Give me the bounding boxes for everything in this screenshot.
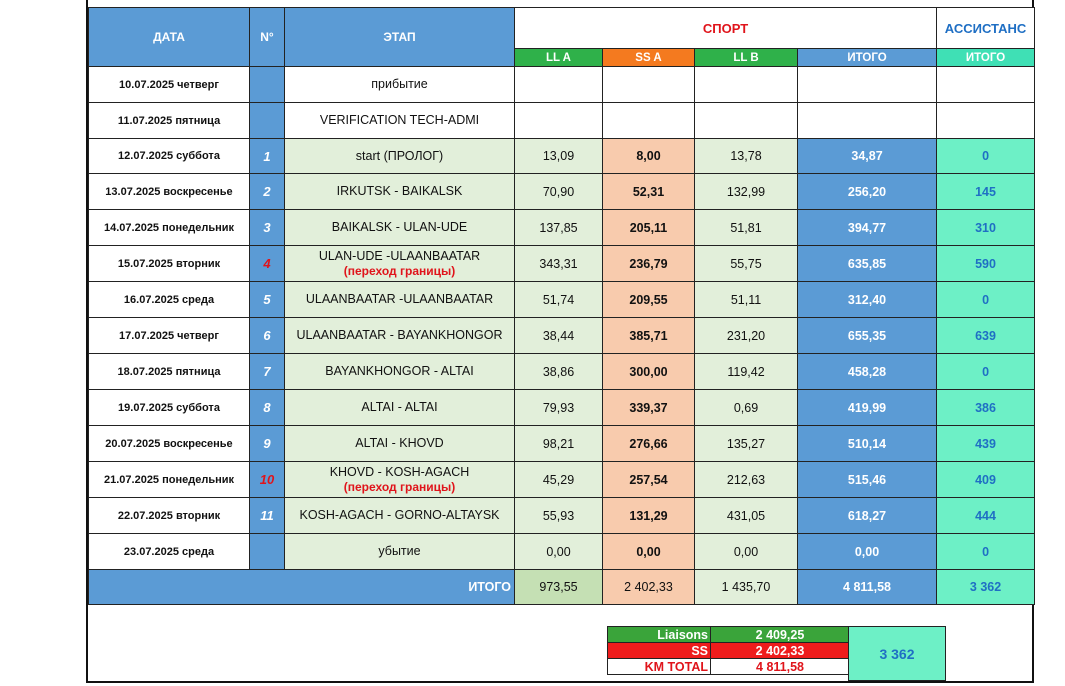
row-date: 14.07.2025 понедельник	[89, 210, 250, 246]
row-stage-name: BAYANKHONGOR - ALTAI	[325, 364, 474, 378]
row-date: 15.07.2025 вторник	[89, 246, 250, 282]
stages-table	[88, 7, 1035, 605]
row-date: 13.07.2025 воскресенье	[89, 174, 250, 210]
row-ll-a: 70,90	[515, 174, 603, 210]
row-stage-number: 3	[250, 210, 285, 246]
row-assist-total: 0	[937, 139, 1035, 174]
table-row	[89, 426, 1035, 462]
row-ss-a: 276,66	[603, 426, 695, 462]
header-stage: ЭТАП	[285, 8, 515, 67]
row-ll-b: 119,42	[695, 354, 798, 390]
row-ll-b: 132,99	[695, 174, 798, 210]
summary-assist-total: 3 362	[848, 626, 946, 681]
row-ll-b: 55,75	[695, 246, 798, 282]
header-ll-a: LL A	[515, 49, 603, 67]
row-stage	[285, 426, 515, 462]
header-assistance: АССИСТАНС	[937, 8, 1035, 49]
row-assist-total: 386	[937, 390, 1035, 426]
header-ss-a: SS A	[603, 49, 695, 67]
row-sport-total: 312,40	[798, 282, 937, 318]
row-date: 22.07.2025 вторник	[89, 498, 250, 534]
table-row	[89, 246, 1035, 282]
road-book-sheet	[86, 0, 1034, 683]
table-row	[89, 390, 1035, 426]
row-assist-total: 145	[937, 174, 1035, 210]
row-ll-b: 0,69	[695, 390, 798, 426]
table-row	[89, 354, 1035, 390]
row-ll-a: 51,74	[515, 282, 603, 318]
row-date: 16.07.2025 среда	[89, 282, 250, 318]
row-stage-name: KOSH-AGACH - GORNO-ALTAYSK	[299, 508, 500, 522]
total-row	[89, 570, 1035, 605]
row-ss-a	[603, 103, 695, 139]
row-stage-number	[250, 103, 285, 139]
row-ss-a: 131,29	[603, 498, 695, 534]
row-stage-name: прибытие	[371, 77, 428, 91]
row-assist-total: 590	[937, 246, 1035, 282]
table-row	[89, 103, 1035, 139]
row-assist-total: 639	[937, 318, 1035, 354]
row-ll-a: 0,00	[515, 534, 603, 570]
row-ll-a: 55,93	[515, 498, 603, 534]
row-date: 11.07.2025 пятница	[89, 103, 250, 139]
summary-ss-value: 2 402,33	[711, 643, 850, 659]
table-row	[89, 210, 1035, 246]
row-stage-number: 11	[250, 498, 285, 534]
row-stage	[285, 498, 515, 534]
row-ss-a: 339,37	[603, 390, 695, 426]
row-sport-total	[798, 67, 937, 103]
row-stage-name: ALTAI - ALTAI	[361, 400, 438, 414]
header-sport-total: ИТОГО	[798, 49, 937, 67]
row-stage	[285, 534, 515, 570]
row-stage-name: BAIKALSK - ULAN-UDE	[331, 220, 468, 234]
row-date: 20.07.2025 воскресенье	[89, 426, 250, 462]
summary-table	[607, 626, 850, 675]
total-ll-b: 1 435,70	[695, 570, 798, 605]
row-stage	[285, 318, 515, 354]
row-date: 17.07.2025 четверг	[89, 318, 250, 354]
summary-liaisons-label: Liaisons	[608, 627, 711, 643]
row-date: 10.07.2025 четверг	[89, 67, 250, 103]
row-ll-b: 13,78	[695, 139, 798, 174]
row-ll-a: 38,44	[515, 318, 603, 354]
row-stage-number: 7	[250, 354, 285, 390]
row-date: 12.07.2025 суббота	[89, 139, 250, 174]
table-row	[89, 139, 1035, 174]
row-ll-b: 135,27	[695, 426, 798, 462]
row-date: 19.07.2025 суббота	[89, 390, 250, 426]
summary-km-label: KM TOTAL	[608, 659, 711, 675]
row-sport-total: 635,85	[798, 246, 937, 282]
row-sport-total	[798, 103, 937, 139]
row-stage-number: 10	[250, 462, 285, 498]
row-stage-number	[250, 67, 285, 103]
row-stage-number: 9	[250, 426, 285, 462]
table-row	[89, 318, 1035, 354]
table-row	[89, 282, 1035, 318]
row-ss-a: 300,00	[603, 354, 695, 390]
row-stage-name: start (ПРОЛОГ)	[355, 148, 444, 163]
row-ll-b: 431,05	[695, 498, 798, 534]
summary-km-value: 4 811,58	[711, 659, 850, 675]
row-sport-total: 0,00	[798, 534, 937, 570]
row-ll-a: 79,93	[515, 390, 603, 426]
total-ss-a: 2 402,33	[603, 570, 695, 605]
row-sport-total: 458,28	[798, 354, 937, 390]
total-assist: 3 362	[937, 570, 1035, 605]
row-date: 18.07.2025 пятница	[89, 354, 250, 390]
row-ss-a: 205,11	[603, 210, 695, 246]
row-stage	[285, 354, 515, 390]
row-stage-number: 1	[250, 139, 285, 174]
row-assist-total: 439	[937, 426, 1035, 462]
table-row	[89, 534, 1035, 570]
row-ss-a: 385,71	[603, 318, 695, 354]
row-stage-name: KHOVD - KOSH-AGACH	[329, 464, 470, 479]
summary-liaisons-value: 2 409,25	[711, 627, 850, 643]
row-ll-b: 212,63	[695, 462, 798, 498]
row-ss-a: 209,55	[603, 282, 695, 318]
header-ll-b: LL B	[695, 49, 798, 67]
row-stage	[285, 174, 515, 210]
row-ll-a: 45,29	[515, 462, 603, 498]
row-ll-b	[695, 67, 798, 103]
row-stage-name: IRKUTSK - BAIKALSK	[336, 184, 463, 198]
row-assist-total: 444	[937, 498, 1035, 534]
row-assist-total: 310	[937, 210, 1035, 246]
row-stage-number: 8	[250, 390, 285, 426]
row-sport-total: 256,20	[798, 174, 937, 210]
row-sport-total: 419,99	[798, 390, 937, 426]
row-stage-number	[250, 534, 285, 570]
row-assist-total: 0	[937, 534, 1035, 570]
row-ll-b: 51,11	[695, 282, 798, 318]
row-ll-a: 13,09	[515, 139, 603, 174]
row-stage	[285, 67, 515, 103]
row-ll-a: 98,21	[515, 426, 603, 462]
row-stage-number: 5	[250, 282, 285, 318]
row-ll-a	[515, 67, 603, 103]
row-stage-name: ULAANBAATAR -ULAANBAATAR	[305, 292, 494, 306]
row-stage-number: 4	[250, 246, 285, 282]
header-sport: СПОРТ	[515, 8, 937, 49]
header-number: N°	[250, 8, 285, 67]
row-assist-total	[937, 67, 1035, 103]
table-row	[89, 174, 1035, 210]
row-stage	[285, 210, 515, 246]
row-stage-name: убытие	[378, 544, 421, 558]
row-ll-a	[515, 103, 603, 139]
row-stage-name: VERIFICATION TECH-ADMI	[319, 113, 480, 127]
row-assist-total	[937, 103, 1035, 139]
header-assist-total: ИТОГО	[937, 49, 1035, 67]
row-ss-a: 8,00	[603, 139, 695, 174]
row-ll-a: 343,31	[515, 246, 603, 282]
row-stage	[285, 282, 515, 318]
row-ll-a: 137,85	[515, 210, 603, 246]
row-sport-total: 655,35	[798, 318, 937, 354]
row-stage	[285, 390, 515, 426]
row-sport-total: 510,14	[798, 426, 937, 462]
row-border-crossing-note: (переход границы)	[343, 479, 456, 494]
row-stage-number: 6	[250, 318, 285, 354]
row-stage-number: 2	[250, 174, 285, 210]
row-stage	[285, 139, 515, 174]
row-ss-a: 236,79	[603, 246, 695, 282]
row-stage	[285, 462, 515, 498]
row-date: 23.07.2025 среда	[89, 534, 250, 570]
row-ll-b: 231,20	[695, 318, 798, 354]
row-stage-name: ULAANBAATAR - BAYANKHONGOR	[296, 328, 503, 342]
row-stage	[285, 103, 515, 139]
table-row	[89, 67, 1035, 103]
row-stage	[285, 246, 515, 282]
row-sport-total: 515,46	[798, 462, 937, 498]
row-ll-b: 0,00	[695, 534, 798, 570]
row-date: 21.07.2025 понедельник	[89, 462, 250, 498]
table-row	[89, 498, 1035, 534]
row-ss-a: 52,31	[603, 174, 695, 210]
row-assist-total: 0	[937, 354, 1035, 390]
header-date: ДАТА	[89, 8, 250, 67]
row-assist-total: 0	[937, 282, 1035, 318]
row-stage-name: ULAN-UDE -ULAANBAATAR	[318, 248, 481, 263]
row-ss-a	[603, 67, 695, 103]
row-ll-b: 51,81	[695, 210, 798, 246]
row-sport-total: 618,27	[798, 498, 937, 534]
row-assist-total: 409	[937, 462, 1035, 498]
summary-ss-label: SS	[608, 643, 711, 659]
row-border-crossing-note: (переход границы)	[343, 263, 456, 278]
total-ll-a: 973,55	[515, 570, 603, 605]
row-ll-a: 38,86	[515, 354, 603, 390]
row-sport-total: 34,87	[798, 139, 937, 174]
row-ll-b	[695, 103, 798, 139]
row-sport-total: 394,77	[798, 210, 937, 246]
table-row	[89, 462, 1035, 498]
total-label: ИТОГО	[89, 570, 515, 605]
row-stage-name: ALTAI - KHOVD	[355, 436, 444, 450]
row-ss-a: 257,54	[603, 462, 695, 498]
row-ss-a: 0,00	[603, 534, 695, 570]
total-sport: 4 811,58	[798, 570, 937, 605]
